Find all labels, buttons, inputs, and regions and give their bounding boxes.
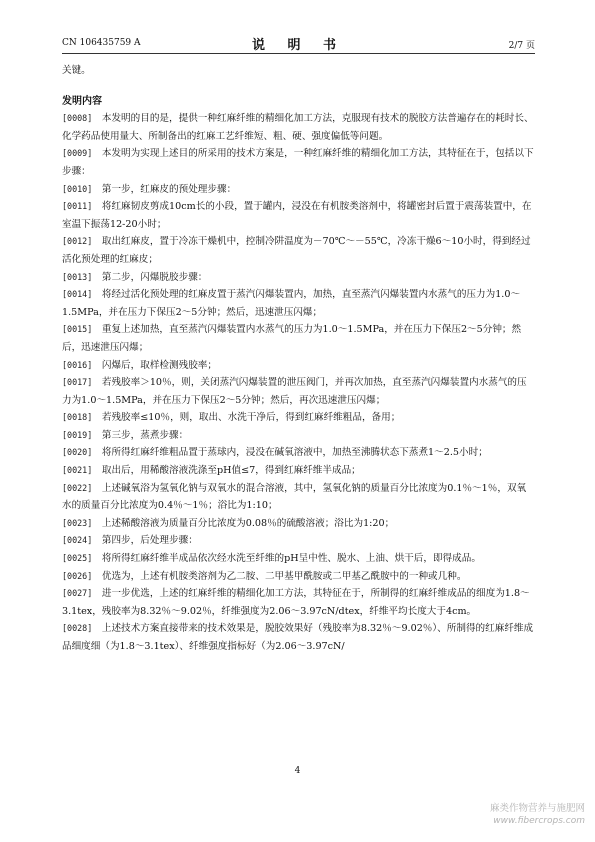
paragraph-text: 若残胶率＞10％，则，关闭蒸汽闪爆装置的泄压阀门，并再次加热，直至蒸汽闪爆装置内水蒸气的压力为1.0～1.5MPa，并在压力下保压2～5分钟；然后，再次迅速泄压闪爆； <box>62 377 527 406</box>
paragraph-text: 上述碱氧浴为氢氧化钠与双氧水的混合溶液，其中，氢氧化钠的质量百分比浓度为0.1％～1％，双氧水的质量百分比浓度为0.4％～1％；浴比为1:10； <box>62 482 527 512</box>
paragraph <box>62 550 535 568</box>
paragraph-text: 将所得红麻纤维粗品置于蒸球内，浸没在碱氧溶液中，加热至沸腾状态下蒸煮1～2.5小时； <box>101 447 488 459</box>
header-divider <box>62 53 535 54</box>
paragraph-number: [0019] <box>62 429 93 440</box>
doc-number: CN 106435759 A <box>62 38 141 48</box>
paragraph <box>62 357 535 375</box>
paragraph-text: 上述稀酸溶液为质量百分比浓度为0.08％的硫酸溶液；浴比为1:20； <box>101 517 395 529</box>
watermark-url: www.fibercrops.com <box>493 816 585 826</box>
section-heading <box>62 93 535 111</box>
paragraph <box>62 145 535 180</box>
paragraph <box>62 181 535 199</box>
paragraph-text: 第三步，蒸煮步骤： <box>101 429 189 441</box>
document-body <box>62 62 535 656</box>
paragraph-text: 第四步，后处理步骤： <box>101 535 198 547</box>
paragraph-number: [0017] <box>62 377 93 388</box>
paragraph-number: [0009] <box>62 148 93 159</box>
paragraph-text: 重复上述加热，直至蒸汽闪爆装置内水蒸气的压力为1.0～1.5MPa，并在压力下保压2～5分钟；然后，迅速泄压闪爆； <box>62 324 522 353</box>
paragraph-text: 上述技术方案直接带来的技术效果是，脱胶效果好（残胶率为8.32％～9.02％）、所制得的红麻纤维成品细度细（为1.8～3.1tex）、纤维强度指标好（为2.06～3.97cN/ <box>62 623 534 652</box>
paragraph <box>62 532 535 550</box>
paragraph-number: [0022] <box>62 482 93 493</box>
paragraph-number: [0018] <box>62 412 93 423</box>
paragraph-text: 若残胶率≤10％，则，取出、水洗干净后，得到红麻纤维粗品，备用； <box>101 412 401 424</box>
paragraph <box>62 427 535 445</box>
page-number: 4 <box>294 766 301 776</box>
paragraph-number: [0021] <box>62 465 93 476</box>
paragraph-text: 本发明为实现上述目的所采用的技术方案是，一种红麻纤维的精细化加工方法，其特征在于，包括以下步骤： <box>62 148 534 177</box>
paragraph <box>62 620 535 655</box>
paragraph-number: [0011] <box>62 201 93 212</box>
paragraph-number: [0026] <box>62 570 93 581</box>
paragraph-text: 闪爆后，取样检测残胶率； <box>101 359 217 371</box>
paragraph <box>62 444 535 462</box>
paragraph <box>62 374 535 409</box>
paragraph <box>62 462 535 480</box>
paragraph-number: [0025] <box>62 553 93 564</box>
paragraph-number: [0023] <box>62 517 93 528</box>
paragraph-number: [0015] <box>62 324 93 335</box>
paragraph-text: 本发明的目的是，提供一种红麻纤维的精细化加工方法，克服现有技术的脱胶方法普遍存在的耗时长、化学药品使用量大、所制备出的红麻工艺纤维短、粗、硬、强度偏低等问题。 <box>62 113 534 142</box>
paragraph-text: 进一步优选，上述的红麻纤维的精细化加工方法，其特征在于，所制得的红麻纤维成品的细度为1.8～3.1tex，残胶率为8.32％～9.02％，纤维强度为2.06～3.97cN/dtex，纤维平均长度大于4cm。 <box>62 588 530 617</box>
paragraph-text: 将红麻韧皮剪成10cm长的小段，置于罐内，浸没在有机胺类溶剂中，将罐密封后置于震荡装置中，在室温下振荡12-20小时； <box>62 201 532 230</box>
paragraph-number: [0010] <box>62 183 93 194</box>
paragraph <box>62 409 535 427</box>
paragraph-text: 将经过活化预处理的红麻皮置于蒸汽闪爆装置内，加热，直至蒸汽闪爆装置内水蒸气的压力为1.0～1.5MPa，并在压力下保压2～5分钟；然后，迅速泄压闪爆； <box>62 289 521 318</box>
paragraph <box>62 198 535 233</box>
paragraph-text: 取出红麻皮，置于冷冻干燥机中，控制冷阱温度为－70℃～－55℃，冷冻干燥6～10小时，得到经过活化预处理的红麻皮； <box>62 236 531 265</box>
paragraph-text: 第二步，闪爆脱胶步骤： <box>101 271 208 283</box>
paragraph <box>62 110 535 145</box>
paragraph-number: [0024] <box>62 535 93 546</box>
paragraph-text: 优选为，上述有机胺类溶剂为乙二胺、二甲基甲酰胺或二甲基乙酰胺中的一种或几种。 <box>101 570 467 582</box>
page-title: 说 明 书 <box>251 38 346 53</box>
paragraph <box>62 62 535 80</box>
paragraph-text: 第一步，红麻皮的预处理步骤： <box>101 183 237 195</box>
paragraph <box>62 233 535 268</box>
watermark <box>490 802 585 828</box>
paragraph <box>62 321 535 356</box>
paragraph <box>62 269 535 287</box>
paragraph-text: 取出后，用稀酸溶液洗涤至pH值≤7，得到红麻纤维半成品； <box>101 465 361 477</box>
page-header <box>62 34 535 52</box>
paragraph-number: [0008] <box>62 113 93 124</box>
paragraph-number: [0020] <box>62 447 93 458</box>
paragraph-text: 将所得红麻纤维半成品依次经水洗至纤维的pH呈中性、脱水、上油、烘干后，即得成品。 <box>101 553 481 565</box>
page-indicator: 2/7 页 <box>508 41 535 51</box>
watermark-cn: 麻类作物营养与施肥网 <box>489 803 585 814</box>
paragraph-text: 发明内容 <box>62 95 102 107</box>
paragraph <box>62 568 535 586</box>
paragraph-number: [0013] <box>62 271 93 282</box>
paragraph <box>62 286 535 321</box>
paragraph-number: [0012] <box>62 236 93 247</box>
section-gap <box>62 80 535 93</box>
paragraph-number: [0027] <box>62 588 93 599</box>
paragraph <box>62 585 535 620</box>
paragraph <box>62 480 535 515</box>
paragraph-number: [0016] <box>62 359 93 370</box>
paragraph <box>62 515 535 533</box>
paragraph-text: 关键。 <box>62 65 91 76</box>
paragraph-number: [0014] <box>62 289 93 300</box>
paragraph-number: [0028] <box>62 623 93 634</box>
